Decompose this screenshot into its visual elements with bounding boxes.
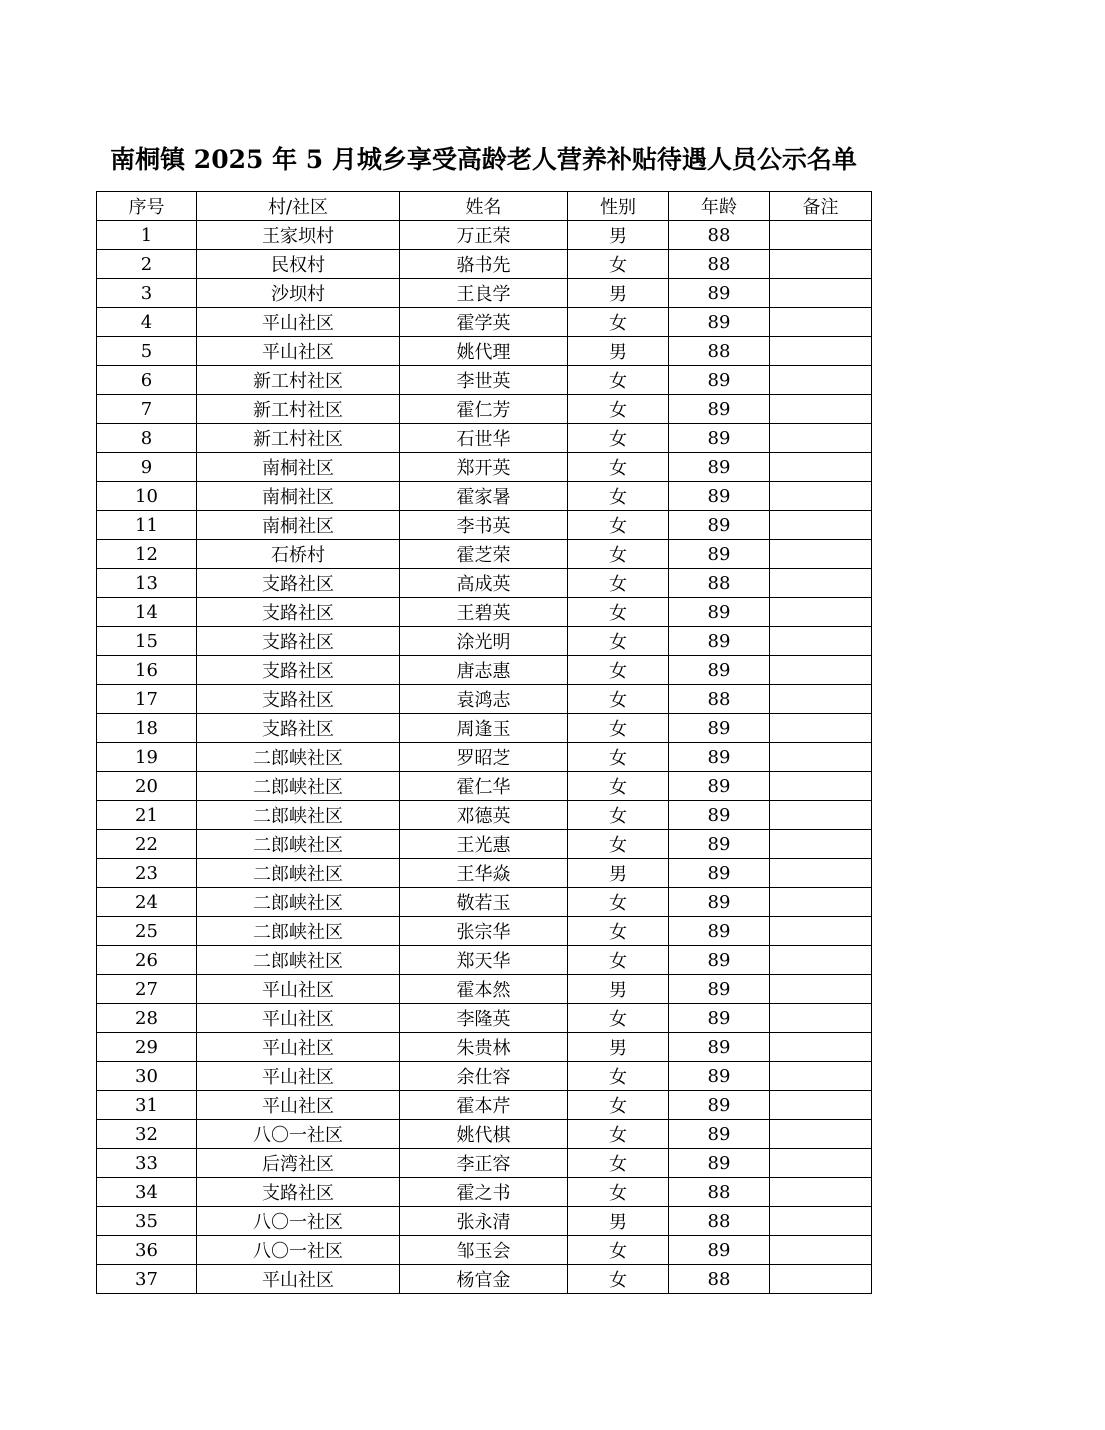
- table-row: [97, 250, 872, 279]
- cell-village: 新工村社区: [197, 424, 400, 453]
- cell-name: 郑天华: [400, 946, 568, 975]
- cell-village: 二郎峡社区: [197, 801, 400, 830]
- cell-gender: 男: [568, 221, 669, 250]
- cell-name: 邓德英: [400, 801, 568, 830]
- table-row: [97, 1091, 872, 1120]
- cell-village: 王家坝村: [197, 221, 400, 250]
- cell-name: 霍本芹: [400, 1091, 568, 1120]
- cell-village: 石桥村: [197, 540, 400, 569]
- cell-gender: 女: [568, 801, 669, 830]
- cell-name: 张永清: [400, 1207, 568, 1236]
- cell-village: 南桐社区: [197, 482, 400, 511]
- cell-seq: 3: [97, 279, 197, 308]
- cell-note: [770, 975, 872, 1004]
- cell-name: 李隆英: [400, 1004, 568, 1033]
- cell-seq: 26: [97, 946, 197, 975]
- table-row: [97, 888, 872, 917]
- cell-gender: 女: [568, 917, 669, 946]
- cell-gender: 女: [568, 946, 669, 975]
- cell-age: 89: [669, 859, 770, 888]
- cell-note: [770, 1091, 872, 1120]
- table-row: [97, 1149, 872, 1178]
- cell-age: 88: [669, 337, 770, 366]
- cell-gender: 女: [568, 569, 669, 598]
- cell-gender: 女: [568, 685, 669, 714]
- cell-seq: 21: [97, 801, 197, 830]
- cell-age: 89: [669, 743, 770, 772]
- cell-age: 88: [669, 1207, 770, 1236]
- cell-age: 89: [669, 540, 770, 569]
- table-row: [97, 366, 872, 395]
- cell-village: 后湾社区: [197, 1149, 400, 1178]
- cell-name: 王华焱: [400, 859, 568, 888]
- header-note: 备注: [770, 192, 872, 221]
- cell-gender: 男: [568, 975, 669, 1004]
- table-row: [97, 279, 872, 308]
- cell-age: 88: [669, 569, 770, 598]
- cell-village: 支路社区: [197, 598, 400, 627]
- cell-village: 平山社区: [197, 308, 400, 337]
- cell-gender: 女: [568, 1091, 669, 1120]
- cell-village: 平山社区: [197, 1265, 400, 1294]
- table-row: [97, 859, 872, 888]
- cell-seq: 18: [97, 714, 197, 743]
- cell-gender: 女: [568, 772, 669, 801]
- table-row: [97, 1062, 872, 1091]
- cell-gender: 女: [568, 540, 669, 569]
- cell-seq: 14: [97, 598, 197, 627]
- cell-seq: 16: [97, 656, 197, 685]
- cell-age: 89: [669, 1120, 770, 1149]
- cell-village: 南桐社区: [197, 453, 400, 482]
- cell-seq: 7: [97, 395, 197, 424]
- cell-name: 高成英: [400, 569, 568, 598]
- cell-village: 八〇一社区: [197, 1236, 400, 1265]
- cell-gender: 男: [568, 859, 669, 888]
- table-row: [97, 1120, 872, 1149]
- cell-village: 平山社区: [197, 1033, 400, 1062]
- header-name: 姓名: [400, 192, 568, 221]
- cell-name: 杨官金: [400, 1265, 568, 1294]
- cell-village: 支路社区: [197, 627, 400, 656]
- cell-note: [770, 424, 872, 453]
- cell-village: 平山社区: [197, 1062, 400, 1091]
- cell-note: [770, 540, 872, 569]
- cell-village: 支路社区: [197, 656, 400, 685]
- cell-note: [770, 1265, 872, 1294]
- cell-village: 二郎峡社区: [197, 946, 400, 975]
- table-row: [97, 801, 872, 830]
- cell-village: 民权村: [197, 250, 400, 279]
- header-gender: 性别: [568, 192, 669, 221]
- cell-village: 沙坝村: [197, 279, 400, 308]
- cell-village: 二郎峡社区: [197, 888, 400, 917]
- cell-village: 八〇一社区: [197, 1207, 400, 1236]
- cell-note: [770, 1178, 872, 1207]
- cell-note: [770, 772, 872, 801]
- table-row: [97, 975, 872, 1004]
- cell-name: 周逢玉: [400, 714, 568, 743]
- header-village: 村/社区: [197, 192, 400, 221]
- cell-seq: 4: [97, 308, 197, 337]
- cell-name: 霍芝荣: [400, 540, 568, 569]
- cell-gender: 女: [568, 453, 669, 482]
- cell-note: [770, 946, 872, 975]
- cell-seq: 5: [97, 337, 197, 366]
- cell-name: 李正容: [400, 1149, 568, 1178]
- cell-note: [770, 395, 872, 424]
- cell-gender: 女: [568, 1149, 669, 1178]
- cell-note: [770, 221, 872, 250]
- table-row: [97, 424, 872, 453]
- table-row: [97, 743, 872, 772]
- table-row: [97, 1178, 872, 1207]
- cell-name: 骆书先: [400, 250, 568, 279]
- cell-gender: 女: [568, 308, 669, 337]
- cell-name: 王碧英: [400, 598, 568, 627]
- cell-seq: 9: [97, 453, 197, 482]
- table-row: [97, 772, 872, 801]
- table-row: [97, 337, 872, 366]
- cell-seq: 29: [97, 1033, 197, 1062]
- cell-gender: 女: [568, 1178, 669, 1207]
- table-row: [97, 1207, 872, 1236]
- cell-gender: 男: [568, 1033, 669, 1062]
- cell-village: 平山社区: [197, 337, 400, 366]
- cell-seq: 20: [97, 772, 197, 801]
- cell-name: 郑开英: [400, 453, 568, 482]
- cell-village: 二郎峡社区: [197, 743, 400, 772]
- roster-table: [96, 191, 872, 1294]
- cell-gender: 男: [568, 337, 669, 366]
- table-row: [97, 453, 872, 482]
- cell-seq: 36: [97, 1236, 197, 1265]
- table-row: [97, 627, 872, 656]
- cell-village: 二郎峡社区: [197, 772, 400, 801]
- cell-gender: 女: [568, 395, 669, 424]
- cell-gender: 女: [568, 1062, 669, 1091]
- cell-name: 霍本然: [400, 975, 568, 1004]
- cell-seq: 30: [97, 1062, 197, 1091]
- table-row: [97, 569, 872, 598]
- table-row: [97, 308, 872, 337]
- cell-village: 南桐社区: [197, 511, 400, 540]
- cell-seq: 25: [97, 917, 197, 946]
- header-seq: 序号: [97, 192, 197, 221]
- cell-note: [770, 453, 872, 482]
- cell-seq: 27: [97, 975, 197, 1004]
- table-row: [97, 395, 872, 424]
- cell-age: 89: [669, 395, 770, 424]
- cell-gender: 女: [568, 366, 669, 395]
- cell-note: [770, 801, 872, 830]
- cell-gender: 女: [568, 250, 669, 279]
- cell-age: 89: [669, 656, 770, 685]
- table-row: [97, 1004, 872, 1033]
- table-row: [97, 1236, 872, 1265]
- table-row: [97, 540, 872, 569]
- cell-seq: 19: [97, 743, 197, 772]
- cell-name: 邹玉会: [400, 1236, 568, 1265]
- cell-village: 支路社区: [197, 569, 400, 598]
- table-row: [97, 221, 872, 250]
- cell-note: [770, 598, 872, 627]
- cell-gender: 女: [568, 482, 669, 511]
- table-row: [97, 1033, 872, 1062]
- cell-name: 王光惠: [400, 830, 568, 859]
- table-row: [97, 598, 872, 627]
- cell-seq: 17: [97, 685, 197, 714]
- cell-age: 89: [669, 830, 770, 859]
- cell-name: 敬若玉: [400, 888, 568, 917]
- cell-seq: 35: [97, 1207, 197, 1236]
- cell-note: [770, 888, 872, 917]
- cell-gender: 女: [568, 1120, 669, 1149]
- cell-note: [770, 511, 872, 540]
- cell-note: [770, 685, 872, 714]
- cell-note: [770, 337, 872, 366]
- cell-seq: 15: [97, 627, 197, 656]
- cell-note: [770, 627, 872, 656]
- cell-seq: 32: [97, 1120, 197, 1149]
- cell-note: [770, 714, 872, 743]
- cell-age: 89: [669, 714, 770, 743]
- cell-gender: 女: [568, 1004, 669, 1033]
- cell-seq: 13: [97, 569, 197, 598]
- cell-gender: 女: [568, 627, 669, 656]
- table-row: [97, 482, 872, 511]
- page-title: 南桐镇 2025 年 5 月城乡享受高龄老人营养补贴待遇人员公示名单: [110, 145, 857, 174]
- cell-note: [770, 1033, 872, 1062]
- cell-note: [770, 1120, 872, 1149]
- cell-gender: 女: [568, 743, 669, 772]
- cell-gender: 男: [568, 279, 669, 308]
- cell-name: 霍仁华: [400, 772, 568, 801]
- cell-gender: 女: [568, 1236, 669, 1265]
- table-row: [97, 714, 872, 743]
- cell-age: 89: [669, 511, 770, 540]
- cell-age: 89: [669, 917, 770, 946]
- table-row: [97, 946, 872, 975]
- cell-name: 余仕容: [400, 1062, 568, 1091]
- cell-age: 89: [669, 801, 770, 830]
- cell-village: 二郎峡社区: [197, 859, 400, 888]
- cell-name: 姚代棋: [400, 1120, 568, 1149]
- cell-seq: 1: [97, 221, 197, 250]
- cell-age: 88: [669, 1265, 770, 1294]
- cell-name: 霍家暑: [400, 482, 568, 511]
- cell-seq: 22: [97, 830, 197, 859]
- cell-note: [770, 1149, 872, 1178]
- cell-age: 89: [669, 366, 770, 395]
- cell-name: 霍学英: [400, 308, 568, 337]
- cell-name: 霍仁芳: [400, 395, 568, 424]
- cell-gender: 女: [568, 656, 669, 685]
- cell-name: 张宗华: [400, 917, 568, 946]
- cell-gender: 女: [568, 424, 669, 453]
- cell-gender: 女: [568, 714, 669, 743]
- cell-village: 支路社区: [197, 1178, 400, 1207]
- table-row: [97, 1265, 872, 1294]
- cell-seq: 6: [97, 366, 197, 395]
- cell-age: 89: [669, 1033, 770, 1062]
- cell-note: [770, 366, 872, 395]
- cell-seq: 34: [97, 1178, 197, 1207]
- table-row: [97, 656, 872, 685]
- cell-note: [770, 917, 872, 946]
- cell-age: 89: [669, 308, 770, 337]
- cell-name: 唐志惠: [400, 656, 568, 685]
- cell-note: [770, 482, 872, 511]
- header-age: 年龄: [669, 192, 770, 221]
- cell-note: [770, 279, 872, 308]
- cell-age: 89: [669, 424, 770, 453]
- cell-seq: 33: [97, 1149, 197, 1178]
- cell-seq: 24: [97, 888, 197, 917]
- cell-note: [770, 308, 872, 337]
- cell-village: 平山社区: [197, 975, 400, 1004]
- cell-gender: 女: [568, 1265, 669, 1294]
- cell-age: 89: [669, 946, 770, 975]
- cell-name: 石世华: [400, 424, 568, 453]
- cell-note: [770, 830, 872, 859]
- cell-age: 89: [669, 1004, 770, 1033]
- cell-note: [770, 569, 872, 598]
- cell-seq: 31: [97, 1091, 197, 1120]
- cell-name: 涂光明: [400, 627, 568, 656]
- cell-age: 89: [669, 1091, 770, 1120]
- cell-note: [770, 1207, 872, 1236]
- cell-note: [770, 1236, 872, 1265]
- cell-seq: 8: [97, 424, 197, 453]
- cell-name: 姚代理: [400, 337, 568, 366]
- cell-gender: 女: [568, 511, 669, 540]
- cell-village: 二郎峡社区: [197, 917, 400, 946]
- cell-village: 支路社区: [197, 714, 400, 743]
- cell-gender: 女: [568, 888, 669, 917]
- cell-name: 万正荣: [400, 221, 568, 250]
- cell-village: 八〇一社区: [197, 1120, 400, 1149]
- cell-seq: 12: [97, 540, 197, 569]
- cell-age: 89: [669, 1062, 770, 1091]
- table-row: [97, 511, 872, 540]
- cell-gender: 男: [568, 1207, 669, 1236]
- table-row: [97, 685, 872, 714]
- cell-age: 89: [669, 772, 770, 801]
- cell-gender: 女: [568, 830, 669, 859]
- cell-name: 朱贵林: [400, 1033, 568, 1062]
- table-row: [97, 917, 872, 946]
- cell-seq: 23: [97, 859, 197, 888]
- cell-age: 89: [669, 1236, 770, 1265]
- cell-village: 平山社区: [197, 1004, 400, 1033]
- cell-name: 霍之书: [400, 1178, 568, 1207]
- cell-age: 88: [669, 221, 770, 250]
- cell-age: 88: [669, 1178, 770, 1207]
- table-row: [97, 830, 872, 859]
- cell-age: 89: [669, 627, 770, 656]
- table-body: [97, 221, 872, 1294]
- cell-name: 罗昭芝: [400, 743, 568, 772]
- cell-name: 王良学: [400, 279, 568, 308]
- cell-note: [770, 656, 872, 685]
- cell-seq: 28: [97, 1004, 197, 1033]
- cell-seq: 37: [97, 1265, 197, 1294]
- cell-note: [770, 859, 872, 888]
- cell-village: 新工村社区: [197, 366, 400, 395]
- cell-age: 89: [669, 888, 770, 917]
- cell-note: [770, 1062, 872, 1091]
- cell-village: 二郎峡社区: [197, 830, 400, 859]
- cell-note: [770, 743, 872, 772]
- cell-name: 袁鸿志: [400, 685, 568, 714]
- cell-age: 88: [669, 685, 770, 714]
- cell-village: 支路社区: [197, 685, 400, 714]
- cell-seq: 11: [97, 511, 197, 540]
- cell-note: [770, 1004, 872, 1033]
- cell-age: 89: [669, 482, 770, 511]
- cell-village: 新工村社区: [197, 395, 400, 424]
- cell-age: 89: [669, 598, 770, 627]
- cell-age: 88: [669, 250, 770, 279]
- cell-age: 89: [669, 1149, 770, 1178]
- cell-seq: 10: [97, 482, 197, 511]
- table-header-row: [97, 192, 872, 221]
- cell-village: 平山社区: [197, 1091, 400, 1120]
- cell-note: [770, 250, 872, 279]
- cell-name: 李书英: [400, 511, 568, 540]
- cell-age: 89: [669, 453, 770, 482]
- cell-age: 89: [669, 279, 770, 308]
- cell-gender: 女: [568, 598, 669, 627]
- cell-seq: 2: [97, 250, 197, 279]
- cell-name: 李世英: [400, 366, 568, 395]
- cell-age: 89: [669, 975, 770, 1004]
